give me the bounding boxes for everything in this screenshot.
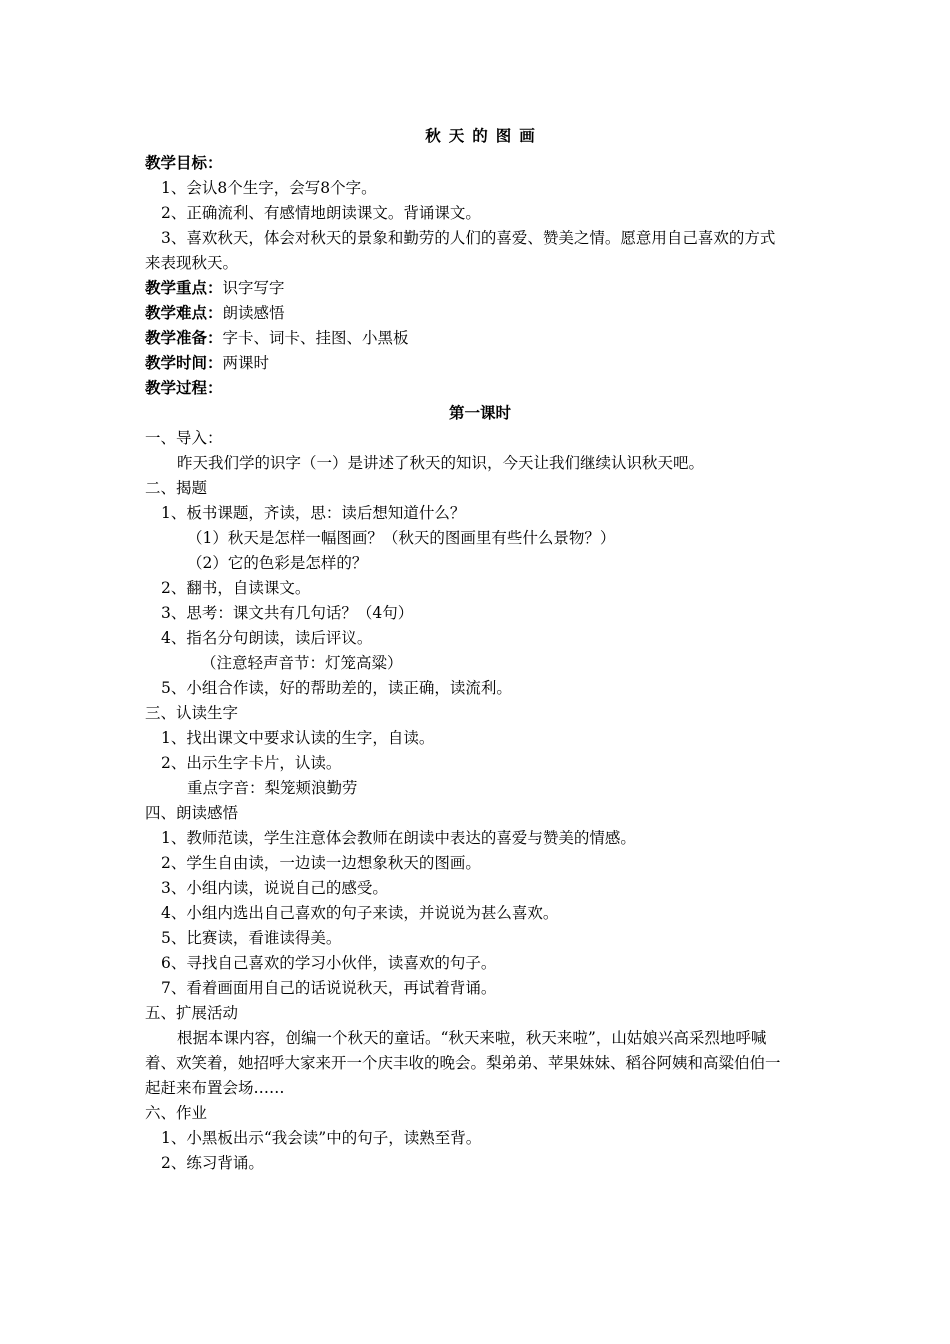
- paragraph-line: 起赶来布置会场……: [145, 1079, 285, 1097]
- key-points-label: 教学重点：: [145, 279, 223, 297]
- key-points-value: 识字写字: [222, 279, 285, 297]
- list-item: 1、找出课文中要求认读的生字，自读。: [161, 729, 435, 747]
- section-text: 昨天我们学的识字（一）是讲述了秋天的知识，今天让我们继续认识秋天吧。: [177, 454, 705, 472]
- sub-item: （1）秋天是怎样一幅图画？（秋天的图画里有些什么景物？）: [187, 529, 616, 547]
- section-title: 四、朗读感悟: [145, 804, 239, 822]
- process-heading: 教学过程：: [145, 379, 223, 397]
- list-item: 7、看着画面用自己的话说说秋天，再试着背诵。: [161, 979, 497, 997]
- objective-item: 1、会认8个生字，会写8个字。: [161, 179, 377, 197]
- section-title: 五、扩展活动: [145, 1004, 239, 1022]
- section-title: 三、认读生字: [145, 704, 239, 722]
- time-label: 教学时间：: [145, 354, 223, 372]
- list-item: 5、小组合作读，好的帮助差的，读正确，读流利。: [161, 679, 512, 697]
- list-item: 2、学生自由读，一边读一边想象秋天的图画。: [161, 854, 481, 872]
- list-item: 1、教师范读，学生注意体会教师在朗读中表达的喜爱与赞美的情感。: [161, 829, 636, 847]
- list-item: 4、指名分句朗读，读后评议。: [161, 629, 373, 647]
- list-item: 2、出示生字卡片，认读。: [161, 754, 342, 772]
- difficulties-label: 教学难点：: [145, 304, 223, 322]
- section-title: 二、揭题: [145, 479, 208, 497]
- paragraph-line: 着、欢笑着，她招呼大家来开一个庆丰收的晚会。梨弟弟、苹果妹妹、稻谷阿姨和高粱伯伯一: [145, 1054, 781, 1072]
- objectives-heading: 教学目标：: [145, 154, 223, 172]
- list-item: 3、小组内读，说说自己的感受。: [161, 879, 388, 897]
- preparation-value: 字卡、词卡、挂图、小黑板: [222, 329, 409, 347]
- difficulties-row: [145, 301, 815, 326]
- section-title: 一、导入：: [145, 429, 223, 447]
- list-item: 6、寻找自己喜欢的学习小伙伴，读喜欢的句子。: [161, 954, 497, 972]
- key-points-row: [145, 276, 815, 301]
- document-page: [145, 124, 815, 1176]
- objective-item: 3、喜欢秋天，体会对秋天的景象和勤劳的人们的喜爱、赞美之情。愿意用自己喜欢的方式: [161, 229, 776, 247]
- list-item: 1、小黑板出示“我会读”中的句子，读熟至背。: [161, 1129, 482, 1147]
- difficulties-value: 朗读感悟: [222, 304, 285, 322]
- list-item: 1、板书课题，齐读，思：读后想知道什么？: [161, 504, 466, 522]
- lesson-heading: 第一课时: [448, 404, 511, 422]
- list-item: 3、思考：课文共有几句话？（4句）: [161, 604, 414, 622]
- list-item: 5、比赛读，看谁读得美。: [161, 929, 342, 947]
- preparation-row: [145, 326, 815, 351]
- sub-item: （注意轻声音节：灯笼高粱）: [201, 654, 403, 672]
- sub-item: 重点字音：梨笼颊浪勤劳: [187, 779, 358, 797]
- time-row: [145, 351, 815, 376]
- list-item: 4、小组内选出自己喜欢的句子来读，并说说为甚么喜欢。: [161, 904, 559, 922]
- list-item: 2、翻书，自读课文。: [161, 579, 311, 597]
- section-title: 六、作业: [145, 1104, 208, 1122]
- paragraph-line: 根据本课内容，创编一个秋天的童话。“秋天来啦，秋天来啦”，山姑娘兴高采烈地呼喊: [177, 1029, 767, 1047]
- time-value: 两课时: [222, 354, 270, 372]
- sub-item: （2）它的色彩是怎样的？: [187, 554, 368, 572]
- document-title: 秋天的图画: [425, 127, 543, 145]
- objective-item-continued: 来表现秋天。: [145, 254, 239, 272]
- list-item: 2、练习背诵。: [161, 1154, 264, 1172]
- preparation-label: 教学准备：: [145, 329, 223, 347]
- objective-item: 2、正确流利、有感情地朗读课文。背诵课文。: [161, 204, 481, 222]
